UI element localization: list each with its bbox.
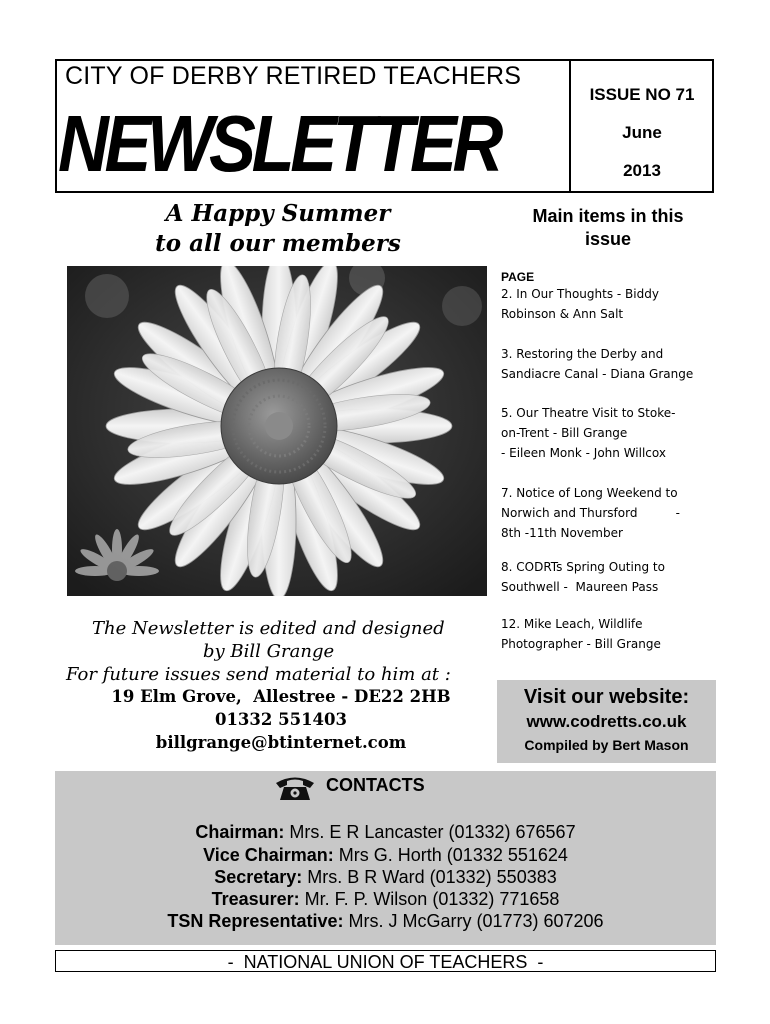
toc-item — [501, 614, 717, 654]
editor-line-2: by Bill Grange — [203, 641, 335, 662]
editor-line-3: For future issues send material to him at : — [66, 664, 451, 685]
website-link[interactable]: www.codretts.co.uk — [526, 712, 687, 731]
contacts-heading: CONTACTS — [326, 775, 425, 795]
contact-role: Vice Chairman: — [203, 845, 334, 865]
toc-item-line: 7. Notice of Long Weekend to — [501, 486, 678, 500]
toc-item-line: 8th -11th November — [501, 526, 623, 540]
toc-item — [501, 557, 717, 597]
footer-union-name: - NATIONAL UNION OF TEACHERS - — [227, 952, 544, 972]
contact-role: TSN Representative: — [167, 911, 344, 931]
contact-details: Mrs G. Horth (01332 551624 — [333, 845, 568, 865]
organization-name: CITY OF DERBY RETIRED TEACHERS — [65, 62, 522, 90]
masthead-divider — [569, 59, 571, 193]
website-compiled-by: Compiled by Bert Mason — [524, 737, 689, 753]
toc-item-line: 2. In Our Thoughts - Biddy — [501, 287, 659, 301]
toc-item — [501, 483, 717, 543]
toc-item-line: on-Trent - Bill Grange — [501, 426, 628, 440]
toc-item-line: 12. Mike Leach, Wildlife — [501, 617, 643, 631]
contact-row-chairman — [55, 822, 716, 843]
contact-role: Secretary: — [214, 867, 303, 887]
toc-item-line: Sandiacre Canal - Diana Grange — [501, 367, 694, 381]
editor-line-1: The Newsletter is edited and designed — [92, 618, 445, 639]
toc-item — [501, 284, 717, 324]
contact-details: Mrs. E R Lancaster (01332) 676567 — [284, 822, 576, 842]
contents-heading — [500, 205, 716, 251]
toc-item-line: Norwich and Thursford - — [501, 506, 680, 520]
toc-item-line: Southwell - Maureen Pass — [501, 580, 659, 594]
issue-year: 2013 — [623, 161, 661, 180]
toc-item — [501, 344, 717, 384]
contact-details: Mrs. J McGarry (01773) 607206 — [343, 911, 604, 931]
contact-row-secretary — [55, 867, 716, 888]
toc-item-line: 8. CODRTs Spring Outing to — [501, 560, 665, 574]
contact-details: Mr. F. P. Wilson (01332) 771658 — [299, 889, 560, 909]
editor-phone: 01332 551403 — [214, 710, 348, 729]
contact-role: Treasurer: — [211, 889, 300, 909]
contents-heading-line-2: issue — [584, 229, 632, 249]
toc-item-line: 3. Restoring the Derby and — [501, 347, 664, 361]
daisy-photo — [67, 266, 487, 596]
editor-email[interactable]: billgrange@btinternet.com — [155, 733, 407, 752]
toc-item-line: 5. Our Theatre Visit to Stoke- — [501, 406, 676, 420]
issue-number: ISSUE NO 71 — [589, 85, 695, 104]
toc-item — [501, 403, 717, 463]
issue-month: June — [622, 123, 662, 142]
toc-item-line: Photographer - Bill Grange — [501, 637, 661, 651]
contact-row-treasurer — [55, 889, 716, 910]
website-heading: Visit our website: — [523, 686, 690, 708]
toc-item-line: - Eileen Monk - John Willcox — [501, 446, 666, 460]
greeting-line-1: A Happy Summer — [165, 200, 391, 227]
contact-row-tsn-representative — [55, 911, 716, 932]
greeting-line-2: to all our members — [155, 230, 401, 257]
newsletter-title: NEWSLETTER — [58, 99, 499, 188]
contact-role: Chairman: — [195, 822, 285, 842]
contents-heading-line-1: Main items in this — [532, 206, 684, 226]
contact-row-vice-chairman — [55, 845, 716, 866]
telephone-icon — [272, 774, 318, 802]
editor-address: 19 Elm Grove, Allestree - DE22 2HB — [111, 687, 451, 706]
toc-item-line: Robinson & Ann Salt — [501, 307, 624, 321]
daisy-illustration — [67, 266, 487, 596]
contents-page-label: PAGE — [501, 270, 535, 284]
contact-details: Mrs. B R Ward (01332) 550383 — [302, 867, 557, 887]
